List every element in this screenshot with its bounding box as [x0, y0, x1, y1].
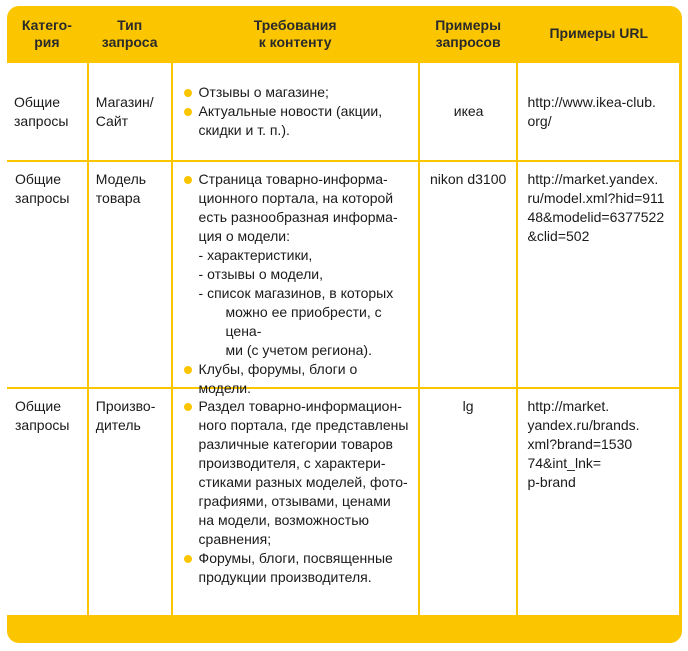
table-row	[7, 389, 682, 615]
bullet-icon	[184, 108, 192, 116]
requirements-list	[181, 397, 412, 587]
header-category: Катего- рия	[21, 16, 72, 50]
row-request-type: Модель товара	[89, 162, 171, 387]
content-table	[7, 6, 682, 615]
list-item: Актуальные новости (акции, скидки и т. п.).	[181, 102, 383, 140]
table-row	[7, 162, 682, 396]
table-header	[7, 6, 682, 61]
row-requirements	[173, 162, 418, 396]
row-query: nikon d3100	[420, 162, 517, 387]
table-row	[7, 63, 682, 160]
requirements-list	[181, 170, 412, 246]
row-requirements	[173, 389, 418, 615]
list-item: Страница товарно-информа- ционного портала, на которой есть разнообразная информа- ция о модели:	[181, 170, 412, 246]
requirements-list	[181, 360, 412, 398]
header-query-examples: Примеры запросов	[435, 16, 502, 50]
row-request-type: Произво- дитель	[89, 389, 171, 615]
row-requirements	[173, 63, 418, 160]
list-item: Раздел товарно-информацион- ного портала, где представлены различные категории товаров производителя, с характери- стиками разных моделей, фото- графиями, отзывами, ценами на модели, возможностью сравнения;	[181, 397, 412, 549]
bullet-icon	[184, 555, 192, 563]
bullet-icon	[184, 89, 192, 97]
bullet-icon	[184, 403, 192, 411]
header-url-examples: Примеры URL	[549, 25, 649, 41]
list-item: Форумы, блоги, посвященные продукции производителя.	[181, 549, 412, 587]
row-url: http://market.yandex. ru/model.xml?hid=911 48&modelid=6377522 &clid=502	[518, 162, 679, 387]
row-url: http://www.ikea-club. org/	[518, 63, 679, 160]
bullet-icon	[184, 176, 192, 184]
sub-list: - характеристики, - отзывы о модели, - список магазинов, в которых можно ее приобрести, с цена- ми (с учетом региона).	[198, 247, 394, 358]
header-requirements: Требования к контенту	[253, 16, 337, 50]
row-query: lg	[420, 389, 517, 615]
header-request-type: Тип запроса	[101, 16, 158, 50]
row-request-type: Магазин/ Сайт	[89, 63, 171, 160]
list-item: Клубы, форумы, блоги о модели.	[181, 360, 412, 398]
row-query: икеа	[420, 63, 517, 160]
bullet-icon	[184, 366, 192, 374]
requirements-list	[181, 83, 383, 140]
row-url: http://market. yandex.ru/brands. xml?brand=1530 74&int_lnk= p-brand	[518, 389, 679, 615]
row-category: Общие запросы	[7, 389, 87, 615]
list-item: Отзывы о магазине;	[181, 83, 383, 102]
row-category: Общие запросы	[7, 162, 87, 387]
row-category: Общие запросы	[7, 63, 87, 160]
